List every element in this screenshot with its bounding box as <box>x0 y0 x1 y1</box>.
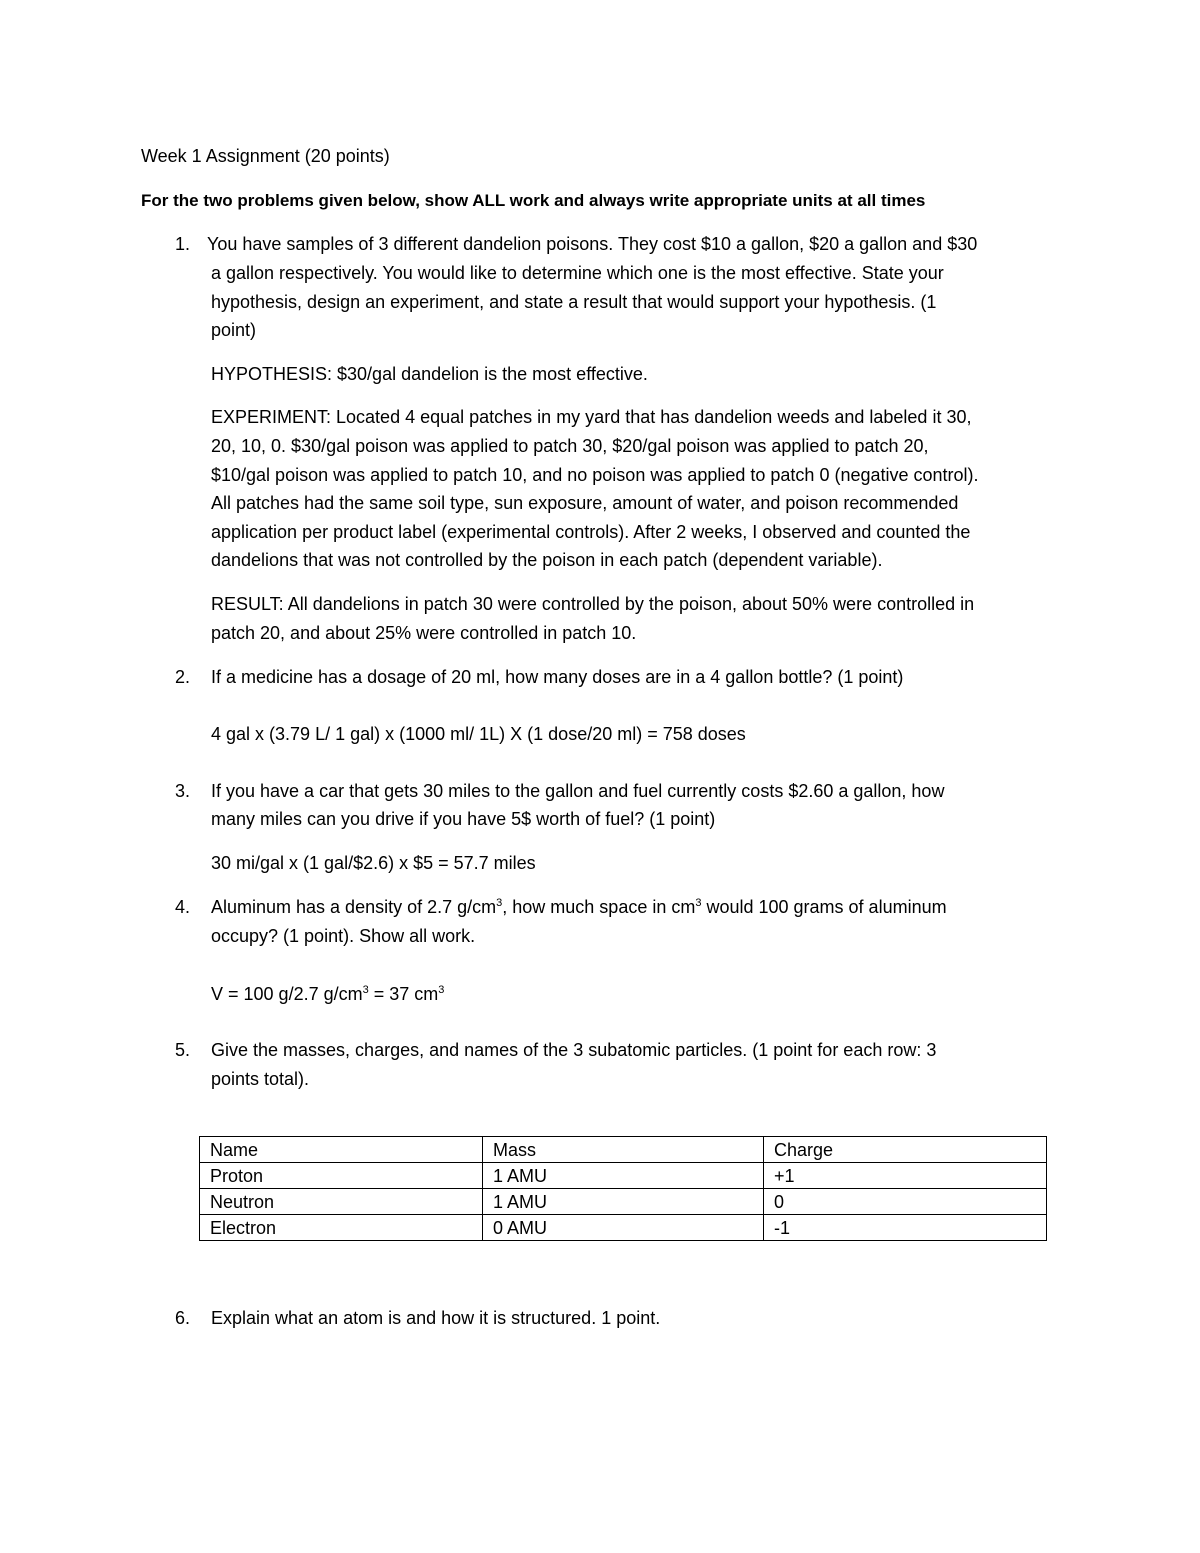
assignment-instructions: For the two problems given below, show ALL work and always write appropriate units at all times <box>141 191 926 210</box>
q4-line-1-b: , how much space in cm <box>502 897 696 917</box>
table-cell-name: Electron <box>200 1215 483 1241</box>
q5-number: 5. <box>175 1040 191 1060</box>
q4-line-1-c: would 100 grams of aluminum <box>701 897 947 917</box>
assignment-title: Week 1 Assignment (20 points) <box>141 146 390 166</box>
q1-line-4: point) <box>211 320 257 340</box>
q4-answer-superscript-1: 3 <box>362 984 369 996</box>
table-cell-mass: 1 AMU <box>483 1189 764 1215</box>
q1-experiment-line-6: dandelions that was not controlled by the poison in each patch (dependent variable). <box>211 550 883 570</box>
subatomic-particles-table <box>199 1136 1047 1241</box>
q3-line-1: If you have a car that gets 30 miles to the gallon and fuel currently costs $2.60 a gallon, how <box>211 781 945 801</box>
table-header-row <box>200 1137 1047 1163</box>
table-row <box>200 1189 1047 1215</box>
q4-line-2: occupy? (1 point). Show all work. <box>211 926 476 946</box>
q4-answer <box>211 980 444 1009</box>
q1-experiment-line-1: EXPERIMENT: Located 4 equal patches in my yard that has dandelion weeds and labeled it 30, <box>211 407 972 427</box>
q2-number: 2. <box>175 667 191 687</box>
q1-line-2: a gallon respectively. You would like to determine which one is the most effective. State your <box>211 263 944 283</box>
q1-experiment-line-2: 20, 10, 0. $30/gal poison was applied to patch 30, $20/gal poison was applied to patch 20, <box>211 436 929 456</box>
q1-result-line-2: patch 20, and about 25% were controlled in patch 10. <box>211 623 637 643</box>
q3-answer: 30 mi/gal x (1 gal/$2.6) x $5 = 57.7 miles <box>211 853 536 873</box>
q1-line-3: hypothesis, design an experiment, and state a result that would support your hypothesis. (1 <box>211 292 937 312</box>
q1-line-1: You have samples of 3 different dandelion poisons. They cost $10 a gallon, $20 a gallon and $30 <box>207 234 978 254</box>
table-cell-charge: 0 <box>764 1189 1047 1215</box>
table-row <box>200 1215 1047 1241</box>
table-cell-mass: 1 AMU <box>483 1163 764 1189</box>
q6-question: Explain what an atom is and how it is structured. 1 point. <box>211 1308 661 1328</box>
q2-question: If a medicine has a dosage of 20 ml, how many doses are in a 4 gallon bottle? (1 point) <box>211 667 904 687</box>
table-cell-charge: +1 <box>764 1163 1047 1189</box>
q4-number: 4. <box>175 897 191 917</box>
q1-experiment-line-3: $10/gal poison was applied to patch 10, and no poison was applied to patch 0 (negative control). <box>211 465 979 485</box>
q3-line-2: many miles can you drive if you have 5$ worth of fuel? (1 point) <box>211 809 716 829</box>
table-cell-charge: -1 <box>764 1215 1047 1241</box>
q4-superscript-1: 3 <box>496 897 503 909</box>
q1-hypothesis: HYPOTHESIS: $30/gal dandelion is the most effective. <box>211 364 648 384</box>
table-header-charge: Charge <box>764 1137 1047 1163</box>
q4-line-1-a: Aluminum has a density of 2.7 g/cm <box>211 897 497 917</box>
table-cell-mass: 0 AMU <box>483 1215 764 1241</box>
table-cell-name: Proton <box>200 1163 483 1189</box>
q2-answer: 4 gal x (3.79 L/ 1 gal) x (1000 ml/ 1L) X (1 dose/20 ml) = 758 doses <box>211 724 746 744</box>
table-header-name: Name <box>200 1137 483 1163</box>
table-header-mass: Mass <box>483 1137 764 1163</box>
table-row <box>200 1163 1047 1189</box>
q6-number: 6. <box>175 1308 191 1328</box>
q4-answer-b: = 37 cm <box>368 984 439 1004</box>
table-cell-name: Neutron <box>200 1189 483 1215</box>
q3-number: 3. <box>175 781 191 801</box>
q1-number: 1. <box>175 234 191 254</box>
q1-result-line-1: RESULT: All dandelions in patch 30 were controlled by the poison, about 50% were controlled in <box>211 594 975 614</box>
q4-line-1 <box>211 893 947 922</box>
q1-experiment-line-5: application per product label (experimental controls). After 2 weeks, I observed and counted the <box>211 522 971 542</box>
q5-line-1: Give the masses, charges, and names of the 3 subatomic particles. (1 point for each row: 3 <box>211 1040 937 1060</box>
q4-superscript-2: 3 <box>695 897 702 909</box>
q1-experiment-line-4: All patches had the same soil type, sun exposure, amount of water, and poison recommended <box>211 493 959 513</box>
q4-answer-a: V = 100 g/2.7 g/cm <box>211 984 363 1004</box>
q5-line-2: points total). <box>211 1069 310 1089</box>
q4-answer-superscript-2: 3 <box>438 984 445 996</box>
